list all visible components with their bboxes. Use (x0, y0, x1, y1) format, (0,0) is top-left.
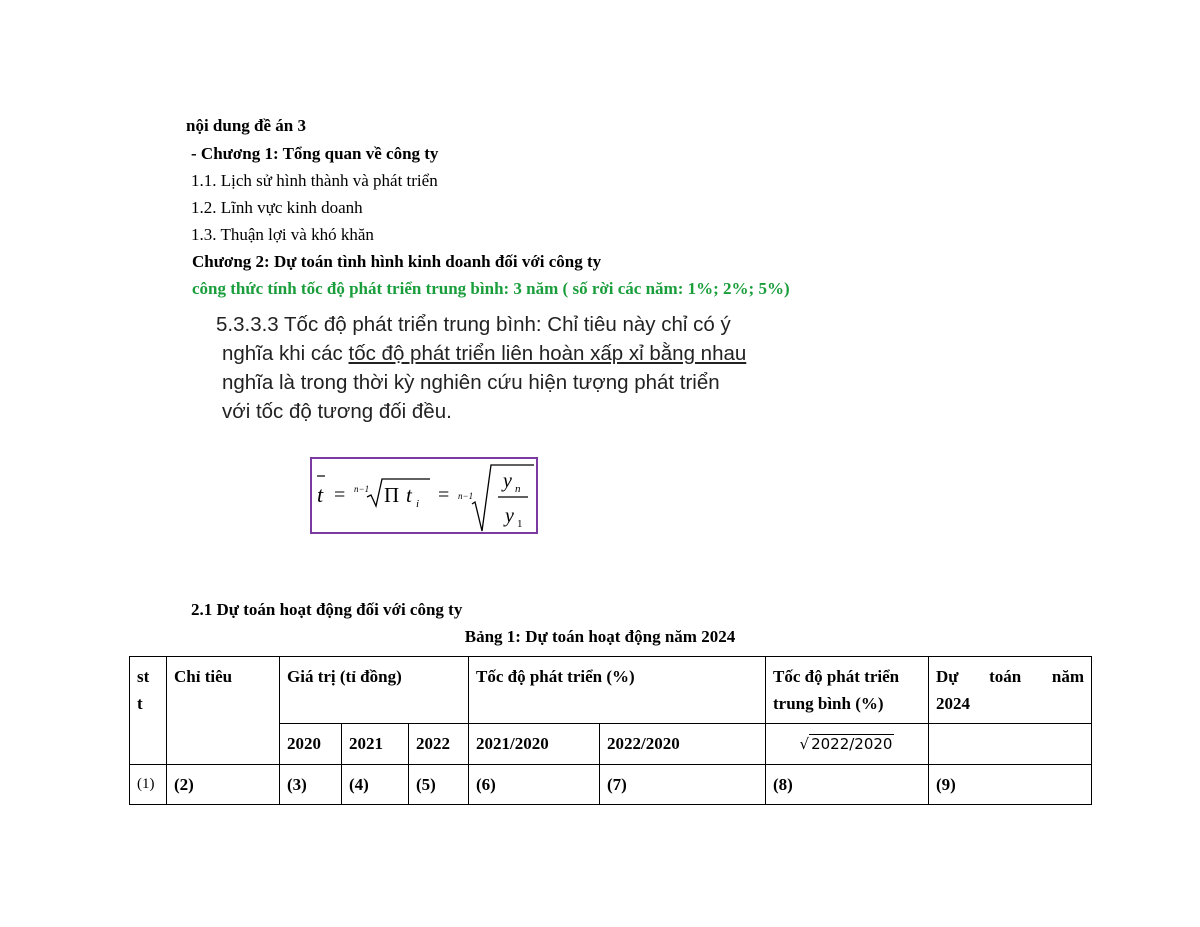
quote-text: nghĩa khi các (222, 342, 349, 365)
average-growth-formula (312, 459, 540, 536)
cell-col-2: (2) (167, 765, 280, 805)
header-stt: st t (130, 657, 167, 765)
cell-col-7: (7) (600, 765, 766, 805)
cell-col-5: (5) (409, 765, 469, 805)
table-row (130, 765, 1092, 805)
header-toc-do: Tốc độ phát triển (%) (469, 657, 766, 724)
formula-box (310, 457, 538, 534)
formula-note: công thức tính tốc độ phát triển trung bình: 3 năm ( số rời các năm: 1%; 2%; 5%) (192, 279, 790, 298)
section-heading: 2.1 Dự toán hoạt động đối với công ty (191, 600, 463, 619)
cell-sqrt: √ 2022/2020 (766, 724, 929, 765)
formula-yn-subscript: n (515, 483, 521, 495)
cell-ratio-2021: 2021/2020 (469, 724, 600, 765)
formula-yn: y (503, 470, 512, 492)
cell-col-3: (3) (280, 765, 342, 805)
cell-empty (929, 724, 1092, 765)
cell-col-6: (6) (469, 765, 600, 805)
formula-equals: = (438, 484, 450, 506)
cell-2021: 2021 (342, 724, 409, 765)
formula-product: Π (384, 483, 400, 507)
quote-line: 5.3.3.3 Tốc độ phát triển trung bình: Chỉ tiêu này chỉ có ý (216, 313, 731, 336)
header-gia-tri: Giá trị (tỉ đồng) (280, 657, 469, 724)
cell-2020: 2020 (280, 724, 342, 765)
table-caption: Bảng 1: Dự toán hoạt động năm 2024 (464, 627, 736, 646)
formula-y1: y (505, 505, 514, 527)
page-title: nội dung đề án 3 (186, 116, 306, 135)
chapter-1-item: 1.2. Lĩnh vực kinh doanh (191, 198, 363, 217)
cell-ratio-2022: 2022/2020 (600, 724, 766, 765)
cell-col-1: (1) (130, 765, 167, 805)
quote-line: với tốc độ tương đối đều. (222, 400, 452, 423)
cell-col-4: (4) (342, 765, 409, 805)
chapter-1-heading: - Chương 1: Tổng quan về công ty (191, 144, 439, 163)
cell-col-8: (8) (766, 765, 929, 805)
formula-root-index: n−1 (458, 491, 474, 501)
formula-ti-subscript: i (416, 498, 420, 510)
table-header-row (130, 657, 1092, 724)
chapter-1-item: 1.3. Thuận lợi và khó khăn (191, 225, 374, 244)
header-du-toan: Dự toán năm 2024 (929, 657, 1092, 724)
formula-root-index: n−1 (354, 484, 370, 494)
formula-ti: t (406, 483, 412, 507)
chapter-2-heading: Chương 2: Dự toán tình hình kinh doanh đối với công ty (192, 252, 602, 271)
cell-2022: 2022 (409, 724, 469, 765)
quote-line: nghĩa là trong thời kỳ nghiên cứu hiện tượng phát triển (222, 371, 720, 394)
sqrt-icon: √ (799, 735, 810, 753)
quoted-definition (216, 310, 836, 426)
formula-tbar: t (317, 482, 324, 507)
budget-table (129, 656, 1092, 805)
chapter-1-item: 1.1. Lịch sử hình thành và phát triển (191, 171, 438, 190)
header-chi-tieu: Chỉ tiêu (167, 657, 280, 765)
quote-underlined-text: tốc độ phát triển liên hoàn xấp xỉ bằng nhau (348, 342, 747, 365)
formula-y1-subscript: 1 (517, 518, 523, 530)
quote-line (216, 339, 836, 368)
header-toc-do-tb: Tốc độ phát triển trung bình (%) (766, 657, 929, 724)
cell-col-9: (9) (929, 765, 1092, 805)
formula-equals: = (334, 484, 346, 506)
